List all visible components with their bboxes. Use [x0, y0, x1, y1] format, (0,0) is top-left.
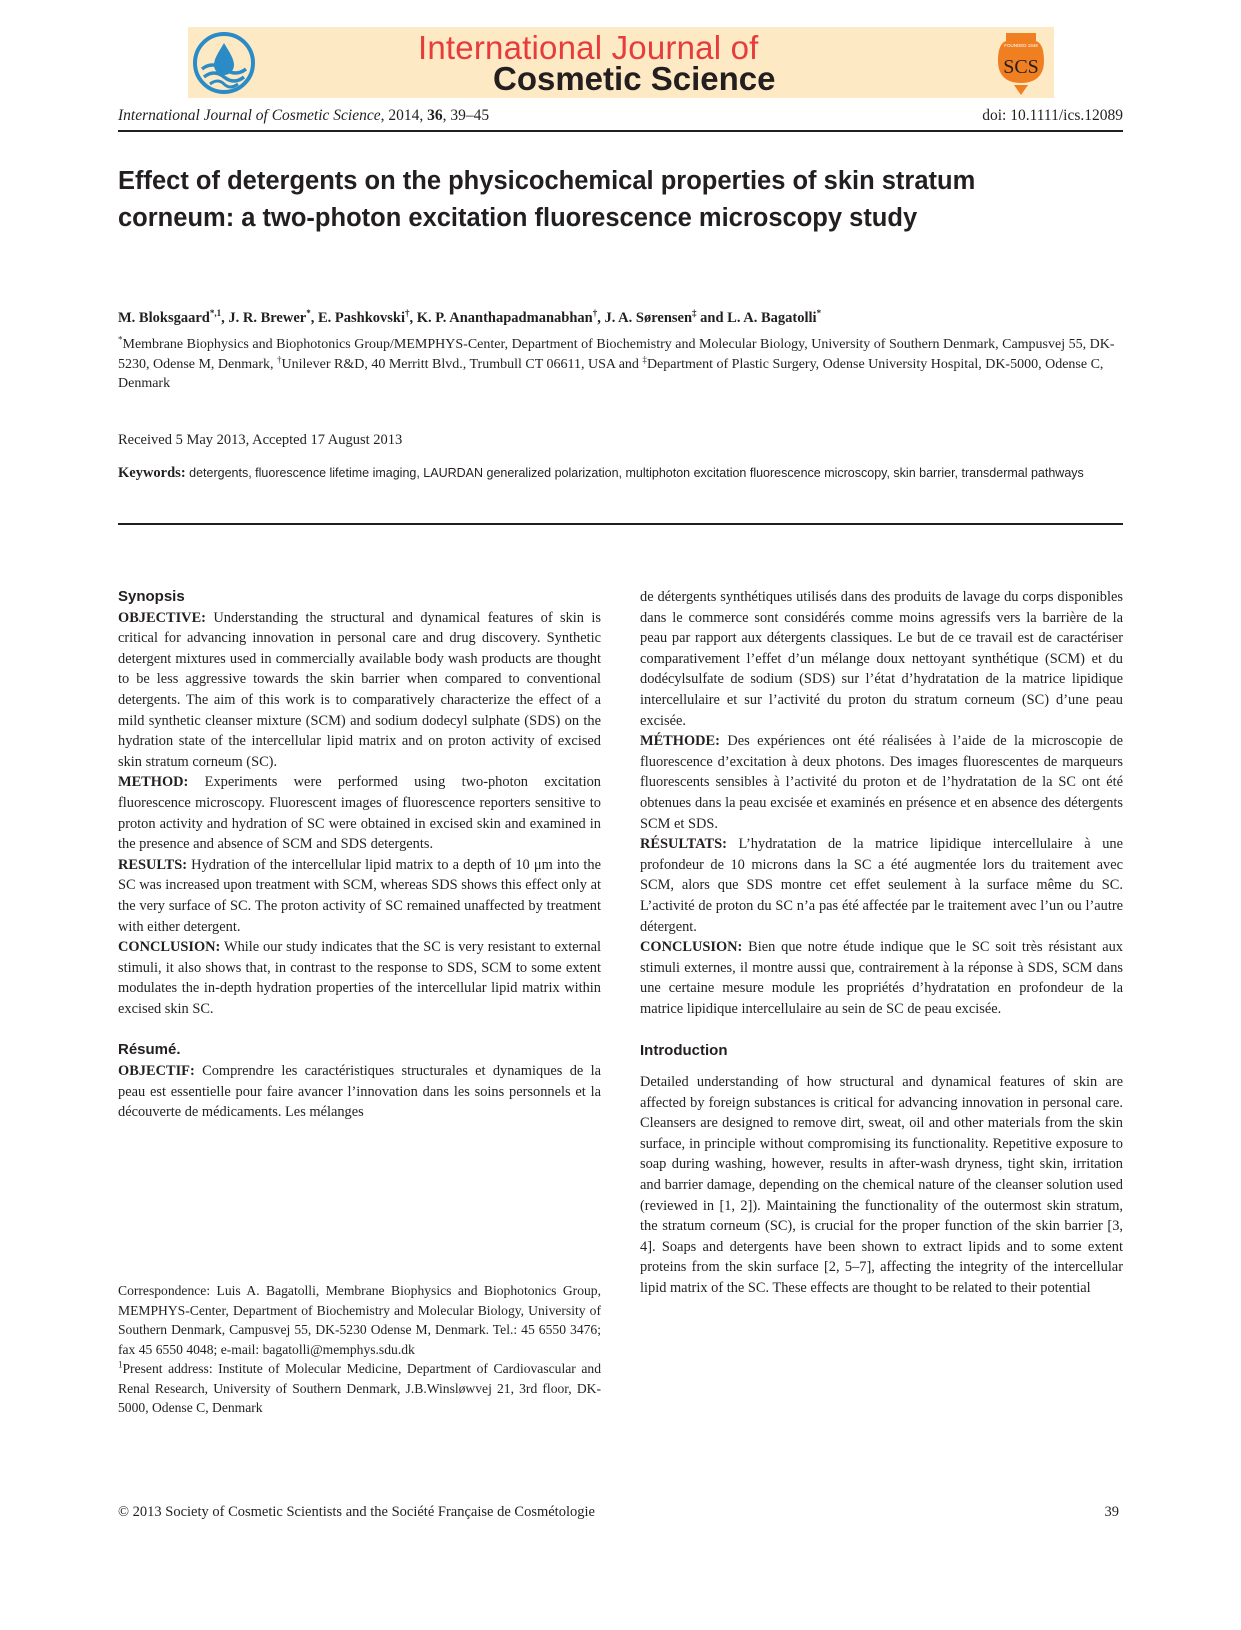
author: , K. P. Ananthapadmanabhan — [409, 310, 593, 326]
author-mark: † — [405, 308, 410, 319]
resultats-text: L’hydratation de la matrice lipidique intercellulaire à une profondeur de 10 microns dans la SC a été augmentée lors du traitement avec SCM, alors que SDS montre cet effet seulement à la surface même du SC. L’activité de proton du SC n’a pas été affectée par le traitement avec l’un ou l’autre détergent. — [640, 836, 1123, 935]
present-address — [118, 1359, 601, 1418]
journal-name: International Journal of Cosmetic Science — [118, 107, 381, 124]
correspondence-footnote — [118, 1281, 601, 1418]
author: , E. Pashkovski — [310, 310, 405, 326]
author-mark: * — [816, 308, 822, 319]
objectif-label: OBJECTIF: — [118, 1063, 195, 1080]
header-rule — [118, 130, 1123, 132]
conclusion-text: While our study indicates that the SC is very resistant to external stimuli, it also shows that, in contrast to the response to SDS, SCM to some extent modulates the in-depth hydration properties of the intercellular lipid matrix within excised skin SC. — [118, 939, 601, 1017]
method-label: METHOD: — [118, 774, 189, 791]
author: and L. A. Bagatolli — [696, 310, 817, 326]
affiliation-mark: * — [118, 334, 123, 345]
author-mark: † — [592, 308, 598, 319]
conclusion-label: CONCLUSION: — [118, 939, 221, 956]
citation-line — [118, 107, 489, 125]
methode-label: MÉTHODE: — [640, 733, 720, 750]
affiliations — [118, 335, 1123, 394]
section-rule — [118, 523, 1123, 525]
affiliation-text: Membrane Biophysics and Biophotonics Group/MEMPHYS-Center, Department of Biochemistry and Molecular Biology, University of Southern Denmark, Campusvej 55, DK-5230, Odense M, Denmark, — [118, 337, 1115, 372]
keywords-label: Keywords: — [118, 465, 186, 481]
journal-logo-icon — [192, 31, 256, 95]
keywords-text: detergents, fluorescence lifetime imaging, LAURDAN generalized polarization, multiphoton excitation fluorescence microscopy, skin barrier, transdermal pathways — [185, 466, 1084, 480]
left-column — [118, 587, 601, 1143]
resultats-label: RÉSULTATS: — [640, 836, 727, 853]
scs-society-logo-icon — [996, 29, 1046, 97]
affiliation-text: Unilever R&D, 40 Merritt Blvd., Trumbull CT 06611, USA and — [281, 356, 643, 372]
page-number: 39 — [1104, 1504, 1119, 1520]
journal-banner — [188, 27, 1054, 98]
resume-objectif-tail: de détergents synthétiques utilisés dans des produits de lavage du corps disponibles dans le commerce sont considérés comme moins agressifs vers la barrière de la peau par rapport aux détergents classiques. Le but de ce travail est de caractériser comparativement l’effet d’un mélange doux nettoyant synthétique (SCM) et du dodécylsulfate de sodium (SDS) sur l’état d’hydratation de la matrice lipidique intercellulaire et sur l’activité du proton du stratum corneum (SC) d’une peau excisée. — [640, 589, 1123, 729]
resume-objectif-start — [118, 1061, 601, 1143]
method-text: Experiments were performed using two-photon excitation fluorescence microscopy. Fluorescent images of fluorescence reporters sensitive to proton activity and hydration of SC were obtained in excised skin and examined in the presence and absence of SCM and SDS detergents. — [118, 774, 601, 853]
affiliation-text: Department of Plastic Surgery, Odense University Hospital, DK-5000, Odense C, Denmark — [118, 356, 1104, 391]
received-dates: Received 5 May 2013, Accepted 17 August 2013 — [118, 432, 403, 448]
affiliation-mark: ‡ — [642, 353, 647, 364]
author: , J. R. Brewer — [221, 310, 307, 326]
author: , J. A. Sørensen — [597, 310, 693, 326]
objective-text: Understanding the structural and dynamical features of skin is critical for advancing innovation in personal care and drug discovery. Synthetic detergent mixtures used in commercially available body wash products are thought to be less aggressive towards the skin barrier when compared to conventional detergents. The aim of this work is to comparatively characterize the effect of a mild synthetic cleanser mixture (SCM) and sodium dodecyl sulphate (SDS) on the hydration state of the intercellular lipid matrix and on proton activity of excised skin stratum corneum (SC). — [118, 609, 601, 770]
journal-name-line2: Cosmetic Science — [493, 60, 776, 97]
resume-conclusion-text: Bien que notre étude indique que le SC soit très résistant aux stimuli externes, il montre aussi que, contrairement à la réponse à SDS, SCM dans une certaine mesure module les propriétés d’hydratation en profondeur de la matrice lipidique intercellulaire au sein de SC de peau excisée. — [640, 939, 1123, 1017]
synopsis-heading: Synopsis — [118, 588, 185, 605]
citation-volume: 36 — [427, 107, 443, 124]
citation-year: , 2014, — [380, 107, 428, 124]
resume-conclusion — [640, 937, 1123, 1019]
introduction-text: Detailed understanding of how structural and dynamical features of skin are affected by foreign substances is critical for advancing innovation in personal care. Cleansers are designed to remove dirt, sweat, oil and other materials from the skin surface, in principle without compromising its functionality. Repetitive exposure to soap during washing, however, results in after-wash dryness, tight skin, irritation and barrier damage, depending on the chemical nature of the cleanser solution used (reviewed in [1, 2]). Maintaining the functionality of the outermost skin stratum, the stratum corneum (SC), is crucial for the proper function of the skin barrier [3, 4]. Soaps and detergents have been shown to extract lipids and to some extent proteins from the skin surface [2, 5–7], affecting the integrity of the intercellular lipid matrix of the SC. These effects are thought to be related to their potential — [640, 1074, 1123, 1296]
citation-pages: , 39–45 — [442, 107, 490, 124]
synopsis-conclusion — [118, 937, 601, 1019]
footnote-mark: 1 — [118, 1359, 123, 1370]
author-mark: *,1 — [209, 308, 222, 319]
objective-label: OBJECTIVE: — [118, 609, 206, 626]
keywords — [118, 464, 1123, 483]
scs-logo-text: SCS — [1003, 56, 1039, 78]
correspondence-text: Correspondence: Luis A. Bagatolli, Membrane Biophysics and Biophotonics Group, MEMPHYS-Center, Department of Biochemistry and Molecular Biology, University of Southern Denmark, Campusvej 55, DK-5230 Odense M, Denmark. Tel.: 45 6550 3476; fax 45 6550 4048; e-mail: bagatolli@memphys.sdu.dk — [118, 1283, 601, 1357]
scs-logo-small-text: FOUNDED 1948 — [1004, 43, 1038, 48]
author: M. Bloksgaard — [118, 310, 210, 326]
resume-resultats — [640, 834, 1123, 937]
results-label: RESULTS: — [118, 856, 188, 873]
present-address-text: Present address: Institute of Molecular Medicine, Department of Cardiovascular and Renal Research, University of Southern Denmark, J.B.Winsløwvej 21, 3rd floor, DK-5000, Odense C, Denmark — [118, 1361, 601, 1415]
synopsis-results — [118, 855, 601, 937]
resume-methode — [640, 731, 1123, 834]
doi: doi: 10.1111/ics.12089 — [982, 107, 1123, 124]
synopsis-method — [118, 772, 601, 854]
resume-heading: Résumé. — [118, 1041, 181, 1059]
results-text: Hydration of the intercellular lipid matrix to a depth of 10 μm into the SC was increased upon treatment with SCM, whereas SDS shows this effect only at the very surface of SC. The proton activity of SC remained unaffected by treatment with either detergent. — [118, 856, 601, 935]
methode-text: Des expériences ont été réalisées à l’aide de la microscopie de fluorescence d’excitation à deux photons. Des images fluorescentes de marqueurs fluorescents sensibles à l’activité du proton et de l’hydratation de la SC ont été obtenues dans la peau excisée et examinés en présence et en absence des détergents SCM et SDS. — [640, 733, 1123, 832]
right-column — [640, 587, 1123, 1299]
author-list — [118, 310, 1123, 327]
objectif-text: Comprendre les caractéristiques structurales et dynamiques de la peau est essentielle pour faire avancer l’innovation dans les soins personnels et la découverte de médicaments. Les mélanges — [118, 1063, 601, 1121]
affiliation-mark: † — [277, 353, 282, 364]
introduction-heading: Introduction — [640, 1042, 728, 1060]
synopsis-objective — [118, 608, 601, 773]
author-mark: * — [306, 308, 311, 319]
journal-name-line1: International Journal of — [418, 29, 759, 66]
copyright: © 2013 Society of Cosmetic Scientists and the Société Française de Cosmétologie — [118, 1504, 595, 1520]
resume-conclusion-label: CONCLUSION: — [640, 939, 743, 956]
article-title: Effect of detergents on the physicochemical properties of skin stratum corneum: a two-photon excitation fluorescence microscopy study — [118, 167, 976, 232]
author-mark: ‡ — [692, 308, 697, 319]
